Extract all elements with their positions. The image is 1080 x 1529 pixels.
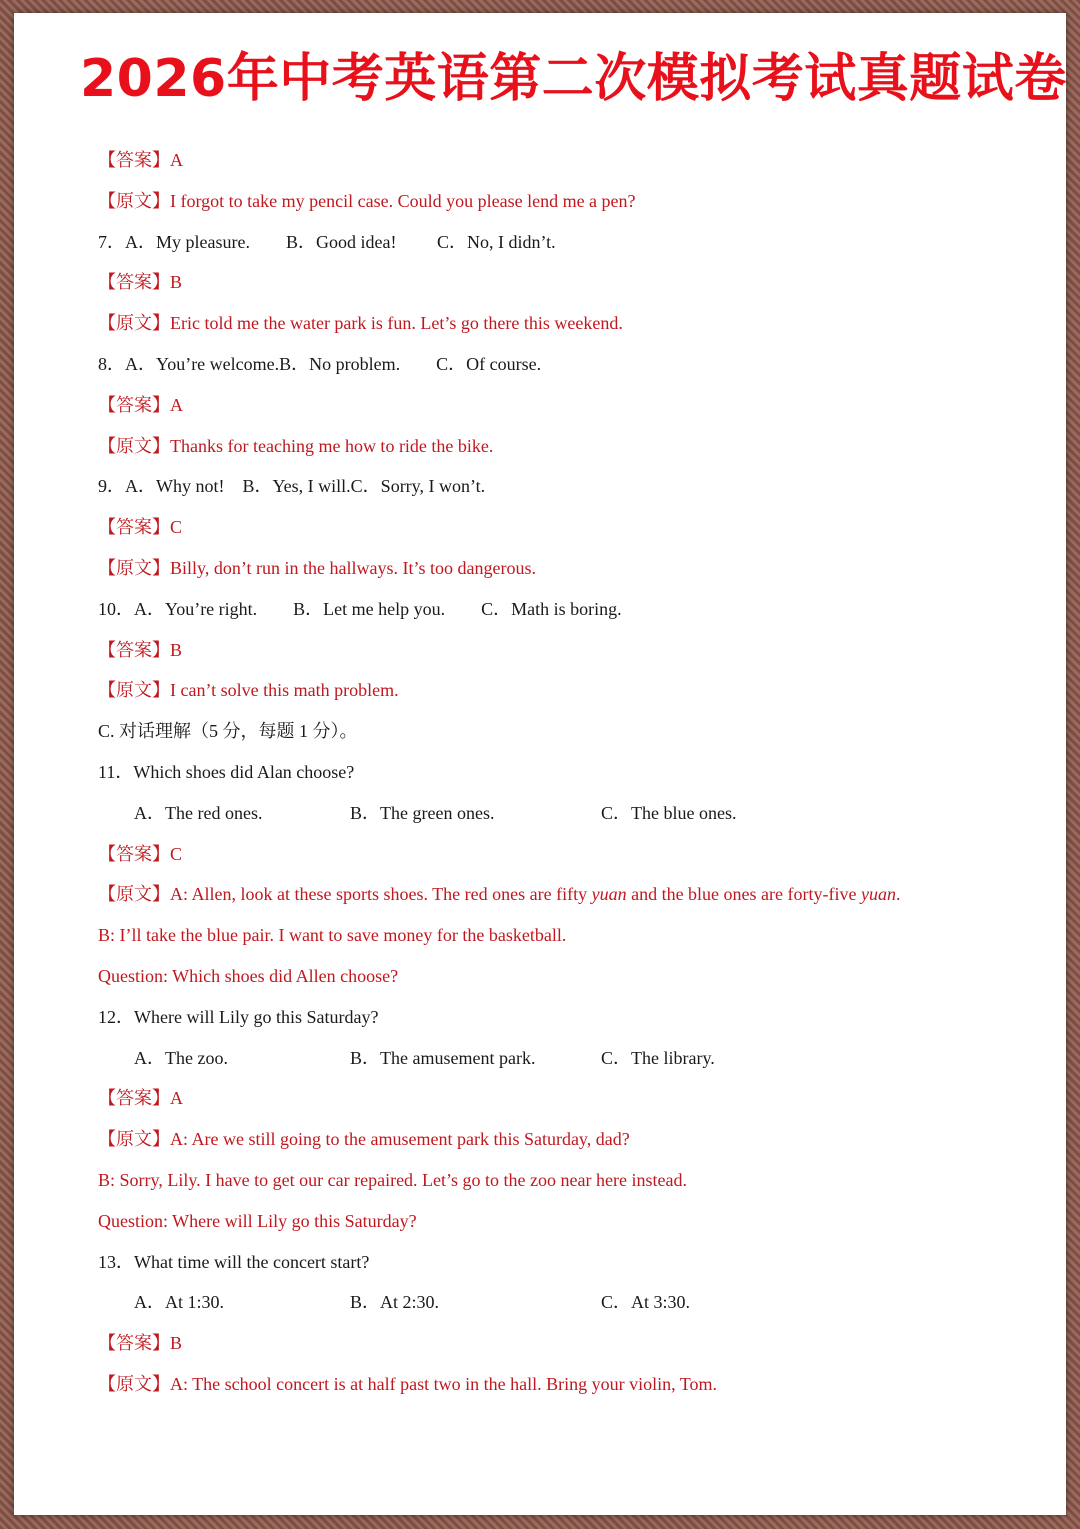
exam-content — [98, 140, 1058, 1405]
answer-label: 【答案】 — [98, 272, 170, 293]
answer-label: 【答案】 — [98, 1088, 170, 1109]
source-text-part: A: Allen, look at these sports shoes. The red ones are fifty — [170, 884, 592, 905]
answer-label: 【答案】 — [98, 150, 170, 170]
source-label: 【原文】 — [98, 680, 170, 701]
answer-value: B — [170, 639, 183, 660]
answer-value: A — [170, 1088, 183, 1109]
answer-line-10 — [98, 630, 1058, 671]
option-b: B．The green ones. — [350, 802, 495, 823]
answer-line-12 — [98, 1078, 1058, 1119]
source-line-12b: B: Sorry, Lily. I have to get our car repaired. Let’s go to the zoo near here instead. — [98, 1169, 687, 1190]
answer-line-7 — [98, 262, 1058, 303]
source-label: 【原文】 — [98, 557, 170, 578]
question-7: 7．A．My pleasure. B．Good idea! C．No, I didn’t. — [98, 231, 556, 252]
option-a: A．The red ones. — [134, 802, 263, 823]
answer-line-9 — [98, 507, 1058, 548]
question-13: 13．What time will the concert start? — [98, 1251, 370, 1272]
answer-line-13 — [98, 1323, 1058, 1364]
answer-label: 【答案】 — [98, 394, 170, 415]
source-label: 【原文】 — [98, 1373, 170, 1394]
question-11-options — [98, 793, 1058, 834]
answer-label: 【答案】 — [98, 843, 170, 864]
answer-value: A — [170, 394, 183, 415]
answer-line-6 — [98, 140, 1058, 181]
source-line-10 — [98, 670, 1058, 711]
source-label: 【原文】 — [98, 435, 170, 456]
source-question-12: Question: Where will Lily go this Saturday? — [98, 1210, 417, 1231]
question-8: 8．A．You’re welcome.B．No problem. C．Of course. — [98, 353, 542, 374]
answer-value: C — [170, 843, 183, 864]
source-text-part: and the blue ones are forty-five — [626, 884, 861, 905]
source-text-italic: yuan — [860, 884, 896, 905]
source-label: 【原文】 — [98, 313, 170, 334]
question-13-options — [98, 1282, 1058, 1323]
answer-value: A — [170, 150, 183, 170]
question-10: 10．A．You’re right. B．Let me help you. C．Math is boring. — [98, 598, 622, 619]
source-line-11b: B: I’ll take the blue pair. I want to save money for the basketball. — [98, 925, 567, 946]
source-text: Thanks for teaching me how to ride the bike. — [170, 435, 494, 456]
source-question-11: Question: Which shoes did Allen choose? — [98, 965, 399, 986]
source-text: Eric told me the water park is fun. Let’s go there this weekend. — [170, 313, 623, 334]
answer-value: B — [170, 1333, 183, 1354]
source-text-italic: yuan — [591, 884, 627, 905]
source-line-9 — [98, 548, 1058, 589]
source-label: 【原文】 — [98, 1129, 170, 1150]
answer-line-8 — [98, 385, 1058, 426]
option-c: C．The blue ones. — [601, 802, 737, 823]
source-line-7 — [98, 303, 1058, 344]
option-b: B．At 2:30. — [350, 1292, 440, 1313]
source-text-part: . — [895, 884, 901, 905]
question-9: 9．A．Why not! B．Yes, I will.C．Sorry, I won’t. — [98, 476, 486, 497]
option-c: C．The library. — [601, 1047, 715, 1068]
source-text: A: Are we still going to the amusement park this Saturday, dad? — [170, 1129, 630, 1150]
question-12-options — [98, 1038, 1058, 1079]
source-text: I can’t solve this math problem. — [170, 680, 399, 701]
source-line-6 — [98, 181, 1058, 222]
answer-label: 【答案】 — [98, 639, 170, 660]
source-text: Billy, don’t run in the hallways. It’s too dangerous. — [170, 557, 536, 578]
answer-value: B — [170, 272, 183, 293]
question-12: 12．Where will Lily go this Saturday? — [98, 1006, 379, 1027]
answer-value: C — [170, 517, 183, 538]
source-text: A: The school concert is at half past two in the hall. Bring your violin, Tom. — [170, 1373, 717, 1394]
question-11: 11．Which shoes did Alan choose? — [98, 761, 355, 782]
source-label: 【原文】 — [98, 190, 170, 211]
page-title: 2026年中考英语第二次模拟考试真题试卷 — [80, 49, 1067, 109]
option-c: C．At 3:30. — [601, 1292, 691, 1313]
source-label: 【原文】 — [98, 884, 170, 905]
source-line-11 — [98, 874, 1058, 915]
section-c-heading: C. 对话理解（5 分，每题 1 分）。 — [98, 721, 358, 742]
option-a: A．At 1:30. — [134, 1292, 224, 1313]
answer-label: 【答案】 — [98, 1333, 170, 1354]
source-line-13 — [98, 1364, 1058, 1405]
answer-label: 【答案】 — [98, 517, 170, 538]
source-line-12 — [98, 1119, 1058, 1160]
option-b: B．The amusement park. — [350, 1047, 536, 1068]
source-text: I forgot to take my pencil case. Could you please lend me a pen? — [170, 190, 636, 211]
source-line-8 — [98, 426, 1058, 467]
answer-line-11 — [98, 834, 1058, 875]
option-a: A．The zoo. — [134, 1047, 228, 1068]
